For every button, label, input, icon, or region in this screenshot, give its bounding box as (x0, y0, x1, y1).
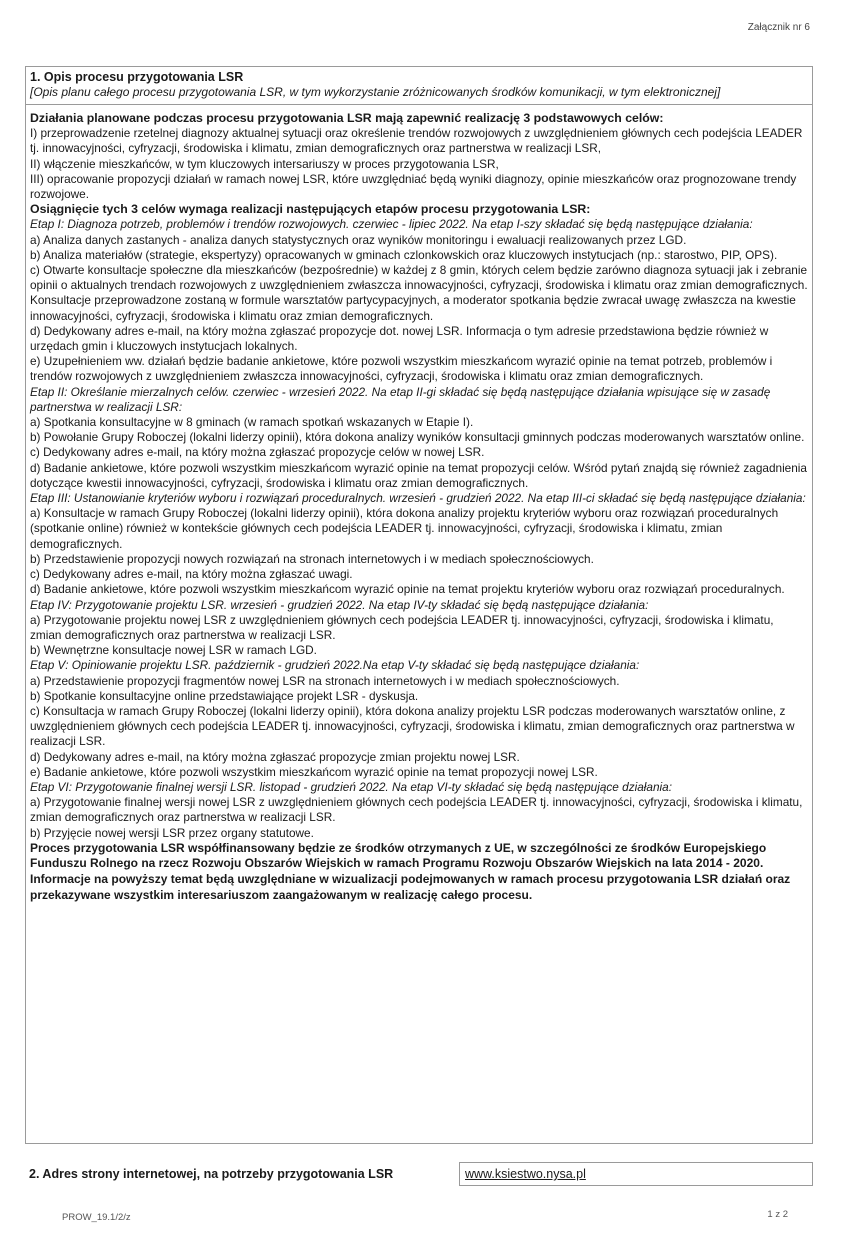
section1-box (25, 66, 813, 1144)
stage1-title: Etap I: Diagnoza potrzeb, problemów i trendów rozwojowych. czerwiec - lipiec 2022. Na etap I-szy składać się będą następujące działania: (30, 217, 753, 232)
stage6-item-b: b) Przyjęcie nowej wersji LSR przez organy statutowe. (30, 825, 314, 840)
section1-content (26, 105, 812, 904)
website-field (459, 1162, 813, 1186)
page-number: 1 z 2 (767, 1209, 788, 1220)
stage3-item-b: b) Przedstawienie propozycji nowych rozwiązań na stronach internetowych i w mediach społecznościowych. (30, 551, 594, 566)
stage4-title: Etap IV: Przygotowanie projektu LSR. wrzesień - grudzień 2022. Na etap IV-ty składać się będą następujące działania: (30, 597, 649, 612)
stage5-title: Etap V: Opiniowanie projektu LSR. październik - grudzień 2022.Na etap V-ty składać się będą następujące działania: (30, 658, 640, 673)
stage6-title: Etap VI: Przygotowanie finalnej wersji LSR. listopad - grudzień 2022. Na etap VI-ty składać się będą następujące działania: (30, 779, 672, 794)
annex-label: Załącznik nr 6 (747, 22, 810, 33)
section1-header (26, 67, 812, 105)
intro-heading: Działania planowane podczas procesu przygotowania LSR mają zapewnić realizację 3 podstawowych celów: (30, 111, 664, 125)
stage1-item-a: a) Analiza danych zastanych - analiza danych statystycznych oraz wyników monitoringu i ewaluacji realizowanych przez LGD. (30, 232, 687, 247)
form-code: PROW_19.1/2/z (62, 1212, 131, 1223)
stage1-item-e: e) Uzupełnieniem ww. działań będzie badanie ankietowe, które pozwoli wszystkim mieszkańcom wyrazić opinie na temat potrzeb, problemów i trendów rozwojowych z uwzględnieniem zwłaszcza innowacyjności, cyfryzacji, środowiska i klimatu oraz zmian demograficznych. (30, 354, 773, 384)
stage5-item-a: a) Przedstawienie propozycji fragmentów nowej LSR na stronach internetowych i w mediach społecznościowych. (30, 673, 620, 688)
section1-title: 1. Opis procesu przygotowania LSR (30, 70, 244, 84)
stage3-item-a: a) Konsultacje w ramach Grupy Roboczej (lokalni liderzy opinii), która dokona analizy projektu kryteriów wyboru oraz rozwiązań proceduralnych (spotkanie online) również w kontekście głównych cech podejścia LEADER tj. innowacyjności, cyfryzacji, środowiska i klimatu, zmian demograficznych. (30, 506, 779, 551)
stage5-item-d: d) Dedykowany adres e-mail, na który można zgłaszać propozycje zmian projektu nowej LSR. (30, 749, 520, 764)
section2-title: 2. Adres strony internetowej, na potrzeby przygotowania LSR (29, 1167, 394, 1181)
funding-paragraph: Proces przygotowania LSR współfinansowany będzie ze środków otrzymanych z UE, w szczególności ze środków Europejskiego Funduszu Rolnego na rzecz Rozwoju Obszarów Wiejskich w ramach Programu Rozwoju Obszarów Wiejskich na lata 2014 - 2020. Informacje na powyższy temat będą uwzględniane w wizualizacji podejmowanych w ramach procesu przygotowania LSR działań oraz przekazywane wszystkim interesariuszom zaangażowanym w realizację całego procesu. (30, 840, 791, 902)
stage5-item-c: c) Konsultacja w ramach Grupy Roboczej (lokalni liderzy opinii), która dokona analizy projektu LSR podczas moderowanych warsztatów online, z uwzględnieniem głównych cech podejścia LEADER tj. innowacyjności, cyfryzacji, środowiska i klimatu, zmian demograficznych oraz partnerstwa w realizacji LSR. (30, 703, 795, 749)
stage3-title: Etap III: Ustanowianie kryteriów wyboru i rozwiązań proceduralnych. wrzesień - grudzień 2022. Na etap III-ci składać się będą następujące działania: (30, 491, 806, 506)
section2-row (25, 1162, 813, 1188)
goal-3: III) opracowanie propozycji działań w ramach nowej LSR, które uwzględniać będą wyniki diagnozy, opinie mieszkańców oraz prognozowane trendy rozwojowe. (30, 171, 797, 202)
website-link[interactable]: www.ksiestwo.nysa.pl (465, 1167, 586, 1181)
stage5-item-b: b) Spotkanie konsultacyjne online przedstawiające projekt LSR - dyskusja. (30, 688, 419, 703)
goal-1: I) przeprowadzenie rzetelnej diagnozy aktualnej sytuacji oraz określenie trendów rozwojowych z uwzględnieniem głównych cech podejścia LEADER tj. innowacyjności, cyfryzacji, środowiska i klimatu, zmian demograficznych oraz partnerstwa w realizacji LSR, (30, 126, 803, 156)
stage2-item-c: c) Dedykowany adres e-mail, na który można zgłaszać propozycje celów w nowej LSR. (30, 445, 485, 460)
stage2-item-a: a) Spotkania konsultacyjne w 8 gminach (w ramach spotkań wskazanych w Etapie I). (30, 415, 474, 430)
stage3-item-c: c) Dedykowany adres e-mail, na który można zgłaszać uwagi. (30, 567, 353, 582)
stages-heading: Osiągnięcie tych 3 celów wymaga realizacji następujących etapów procesu przygotowania LSR: (30, 202, 591, 217)
stage1-item-c: c) Otwarte konsultacje społeczne dla mieszkańców (bezpośrednie) w każdej z 8 gmin, których celem będzie zarówno diagnoza sytuacji jak i zebranie opinii o aktualnych trendach rozwojowych z uwzględnieniem zwłaszcza innowacyjności, cyfryzacji, środowiska i klimatu oraz zmian demograficznych. Konsultacje przeprowadzone zostaną w formule warsztatów partycypacyjnych, a moderator spotkania będzie zwracał uwagę zwłaszcza na kwestie innowacyjności, cyfryzacji, środowiska i klimatu oraz zmian demograficznych. (30, 263, 808, 323)
section1-subtitle: [Opis planu całego procesu przygotowania LSR, w tym wykorzystanie zróżnicowanych środków komunikacji, w tym elektronicznej] (30, 85, 721, 99)
stage4-item-a: a) Przygotowanie projektu nowej LSR z uwzględnieniem głównych cech podejścia LEADER tj. innowacyjności, cyfryzacji, środowiska i klimatu, zmian demograficznych oraz partnerstwa w realizacji LSR. (30, 612, 774, 642)
stage5-item-e: e) Badanie ankietowe, które pozwoli wszystkim mieszkańcom wyrazić opinie na temat propozycji nowej LSR. (30, 764, 598, 779)
stage4-item-b: b) Wewnętrzne konsultacje nowej LSR w ramach LGD. (30, 643, 317, 658)
stage1-item-d: d) Dedykowany adres e-mail, na który można zgłaszać propozycje dot. nowej LSR. Informacja o tym adresie przedstawiona będzie również w urzędach gmin i kluczowych instytucjach lokalnych. (30, 323, 769, 354)
stage2-item-b: b) Powołanie Grupy Roboczej (lokalni liderzy opinii), która dokona analizy wyników konsultacji gminnych podczas moderowanych warsztatów online. (30, 430, 805, 445)
stage2-item-d: d) Badanie ankietowe, które pozwoli wszystkim mieszkańcom wyrazić opinie na temat propozycji celów. Wśród pytań znajdą się również zagadnienia dotyczące kwestii innowacyjności, cyfryzacji, środowiska i klimatu oraz zmian demograficznych. (30, 460, 807, 490)
stage1-item-b: b) Analiza materiałów (strategie, ekspertyzy) opracowanych w gminach czlonkowskich oraz kluczowych instytucjach (np.: starostwo, PIP, OPS). (30, 247, 778, 262)
stage3-item-d: d) Badanie ankietowe, które pozwoli wszystkim mieszkańcom wyrazić opinie na temat projektu kryteriów wyboru oraz rozwiązań proceduralnych. (30, 582, 785, 597)
goal-2: II) włączenie mieszkańców, w tym kluczowych intersariuszy w proces przygotowania LSR, (30, 156, 499, 171)
stage6-item-a: a) Przygotowanie finalnej wersji nowej LSR z uwzględnieniem głównych cech podejścia LEADER tj. innowacyjności, cyfryzacji, środowiska i klimatu, zmian demograficznych oraz partnerstwa w realizacji LSR. (30, 795, 803, 825)
stage2-title: Etap II: Określanie mierzalnych celów. czerwiec - wrzesień 2022. Na etap II-gi składać się będą następujące działania wpisujące się w zasadę partnerstwa w realizacji LSR: (30, 384, 771, 414)
